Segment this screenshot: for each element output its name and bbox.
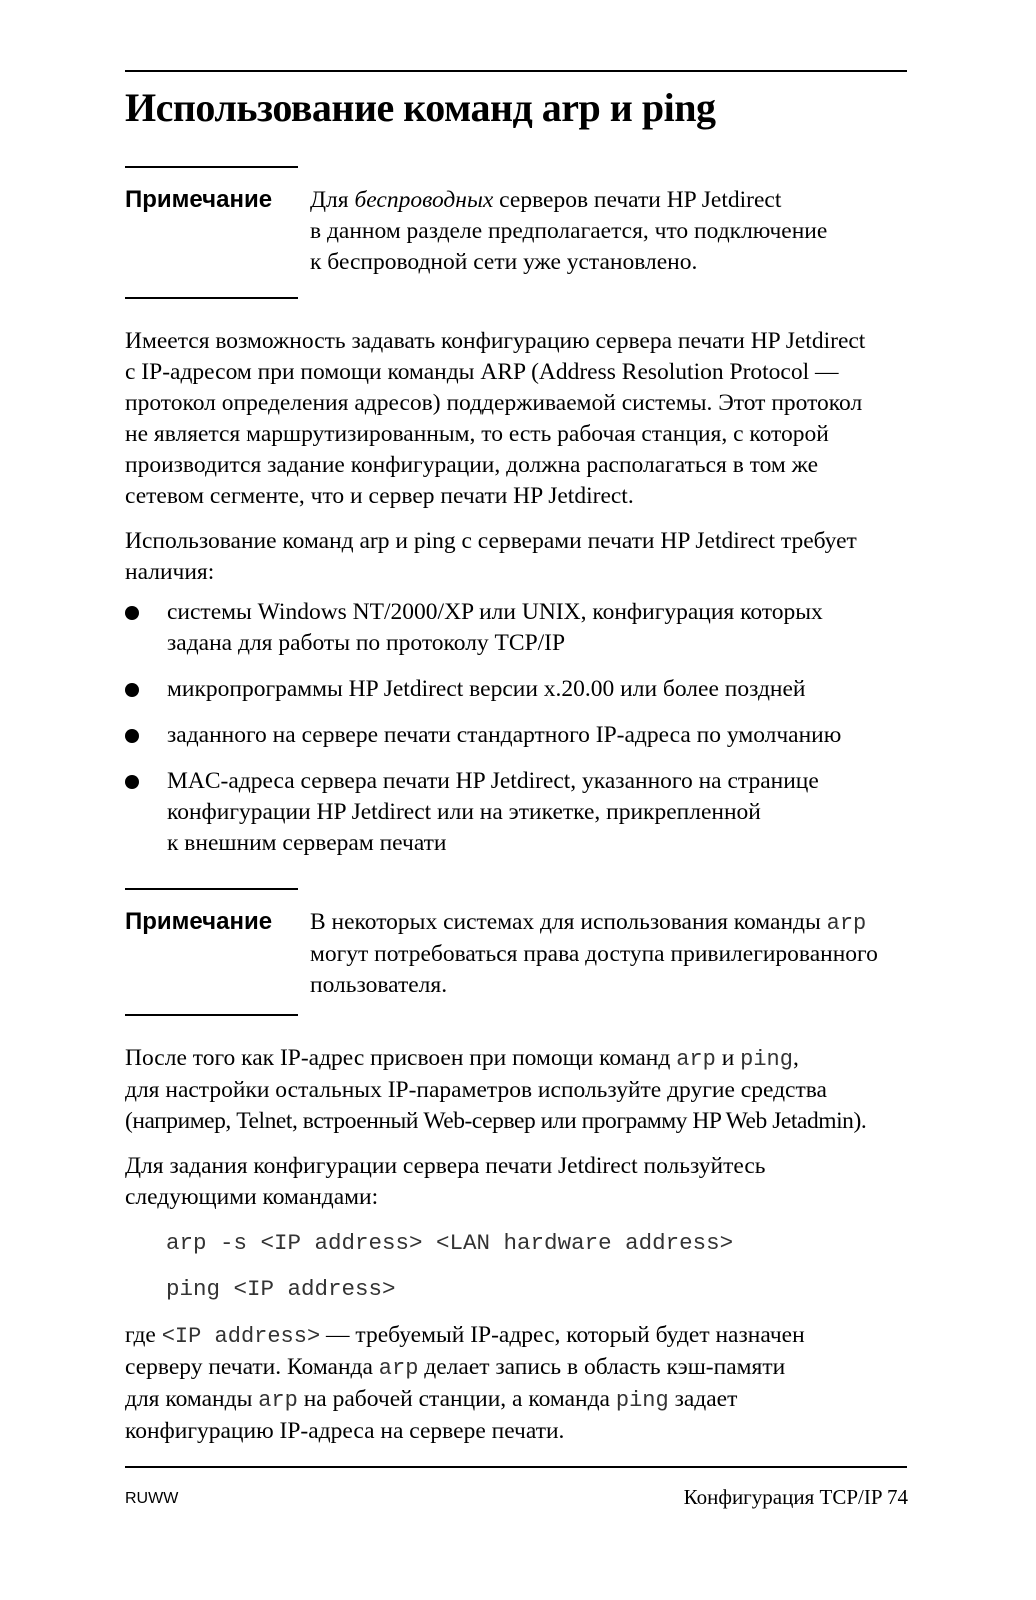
para5-line: конфигурацию IP-адреса на сервере печати. (125, 1418, 565, 1444)
para3-text: и (715, 1045, 741, 1071)
para4-line: следующими командами: (125, 1184, 379, 1210)
para2-line: Использование команд arp и ping с серверами печати HP Jetdirect требует (125, 528, 857, 554)
note2-line2: могут потребоваться права доступа привилегированного (310, 941, 878, 967)
bullet-icon (125, 775, 139, 789)
para5-text: серверу печати. Команда (125, 1354, 379, 1380)
note2-line1-text: В некоторых системах для использования команды (310, 909, 827, 935)
footer-page-label: Конфигурация TCP/IP 74 (683, 1485, 908, 1509)
note1-top-rule (125, 166, 298, 168)
ping-command: ping <IP address> (166, 1276, 396, 1302)
ping-code: ping (615, 1388, 669, 1413)
requirements-intro (125, 526, 925, 588)
after-assign-paragraph (125, 1043, 925, 1137)
note1-label: Примечание (125, 186, 273, 213)
note1-line1-rest: серверов печати HP Jetdirect (493, 187, 782, 213)
note2-top-rule (125, 888, 298, 890)
footer-rule (125, 1466, 907, 1468)
para5-text: где (125, 1322, 162, 1348)
para1-line: с IP-адресом при помощи команды ARP (Address Resolution Protocol — (125, 359, 839, 385)
note1-prefix: Для (310, 187, 355, 213)
note1-emphasis: беспроводных (354, 187, 494, 213)
bullet-line: к внешним серверам печати (167, 830, 447, 856)
para1-line: не является маршрутизированным, то есть рабочая станция, с которой (125, 421, 829, 447)
top-rule (125, 70, 907, 72)
bullet-line: MAC-адреса сервера печати HP Jetdirect, указанного на странице (167, 768, 819, 794)
bullet-icon (125, 606, 139, 620)
para1-line: производится задание конфигурации, должна располагаться в том же (125, 452, 819, 478)
ping-code: ping (740, 1047, 793, 1072)
note2-label: Примечание (125, 908, 273, 935)
bullet-line: конфигурации HP Jetdirect или на этикетке, прикрепленной (167, 799, 761, 825)
commands-intro (125, 1151, 925, 1213)
note2-body (310, 907, 920, 1001)
para5-text: задает (668, 1386, 738, 1412)
para5-text: для команды (125, 1386, 259, 1412)
para3-line: для настройки остальных IP-параметров используйте другие средства (125, 1077, 827, 1103)
intro-paragraph (125, 326, 925, 512)
note2-line3: пользователя. (310, 972, 448, 998)
note1-body (310, 185, 920, 278)
para2-line: наличия: (125, 559, 215, 585)
bullet-icon (125, 729, 139, 743)
para1-line: Имеется возможность задавать конфигурацию сервера печати HP Jetdirect (125, 328, 866, 354)
para3-text: После того как IP-адрес присвоен при помощи команд (125, 1045, 677, 1071)
bullet-line: системы Windows NT/2000/XP или UNIX, конфигурация которых (167, 599, 823, 625)
para4-line: Для задания конфигурации сервера печати Jetdirect пользуйтесь (125, 1153, 766, 1179)
note1-line3: к беспроводной сети уже установлено. (310, 249, 698, 275)
ip-address-code: <IP address> (161, 1324, 321, 1349)
note1-bottom-rule (125, 297, 298, 299)
note1-line2: в данном разделе предполагается, что подключение (310, 218, 828, 244)
bullet-line: заданного на сервере печати стандартного IP-адреса по умолчанию (167, 722, 842, 748)
para1-line: сетевом сегменте, что и сервер печати HP Jetdirect. (125, 483, 634, 509)
arp-code: arp (258, 1388, 298, 1413)
page-title: Использование команд arp и ping (125, 85, 716, 130)
arp-command: arp -s <IP address> <LAN hardware address> (166, 1230, 734, 1256)
para1-line: протокол определения адресов) поддерживаемой системы. Этот протокол (125, 390, 863, 416)
footer-locale: RUWW (125, 1490, 179, 1507)
bullet-line: микропрограммы HP Jetdirect версии x.20.00 или более поздней (167, 676, 806, 702)
bullet-line: задана для работы по протоколу TCP/IP (167, 630, 566, 656)
arp-code: arp (676, 1047, 716, 1072)
explanation-paragraph (125, 1320, 925, 1447)
note2-bottom-rule (125, 1014, 298, 1016)
para3-line: (например, Telnet, встроенный Web-сервер или программу HP Web Jetadmin). (125, 1108, 867, 1134)
arp-code: arp (378, 1356, 419, 1381)
para5-text: делает запись в область кэш-памяти (418, 1354, 786, 1380)
note2-code: arp (826, 911, 867, 936)
para3-text: , (792, 1045, 799, 1071)
para5-text: — требуемый IP-адрес, который будет назначен (320, 1322, 805, 1348)
para5-text: на рабочей станции, а команда (297, 1386, 616, 1412)
bullet-icon (125, 683, 139, 697)
